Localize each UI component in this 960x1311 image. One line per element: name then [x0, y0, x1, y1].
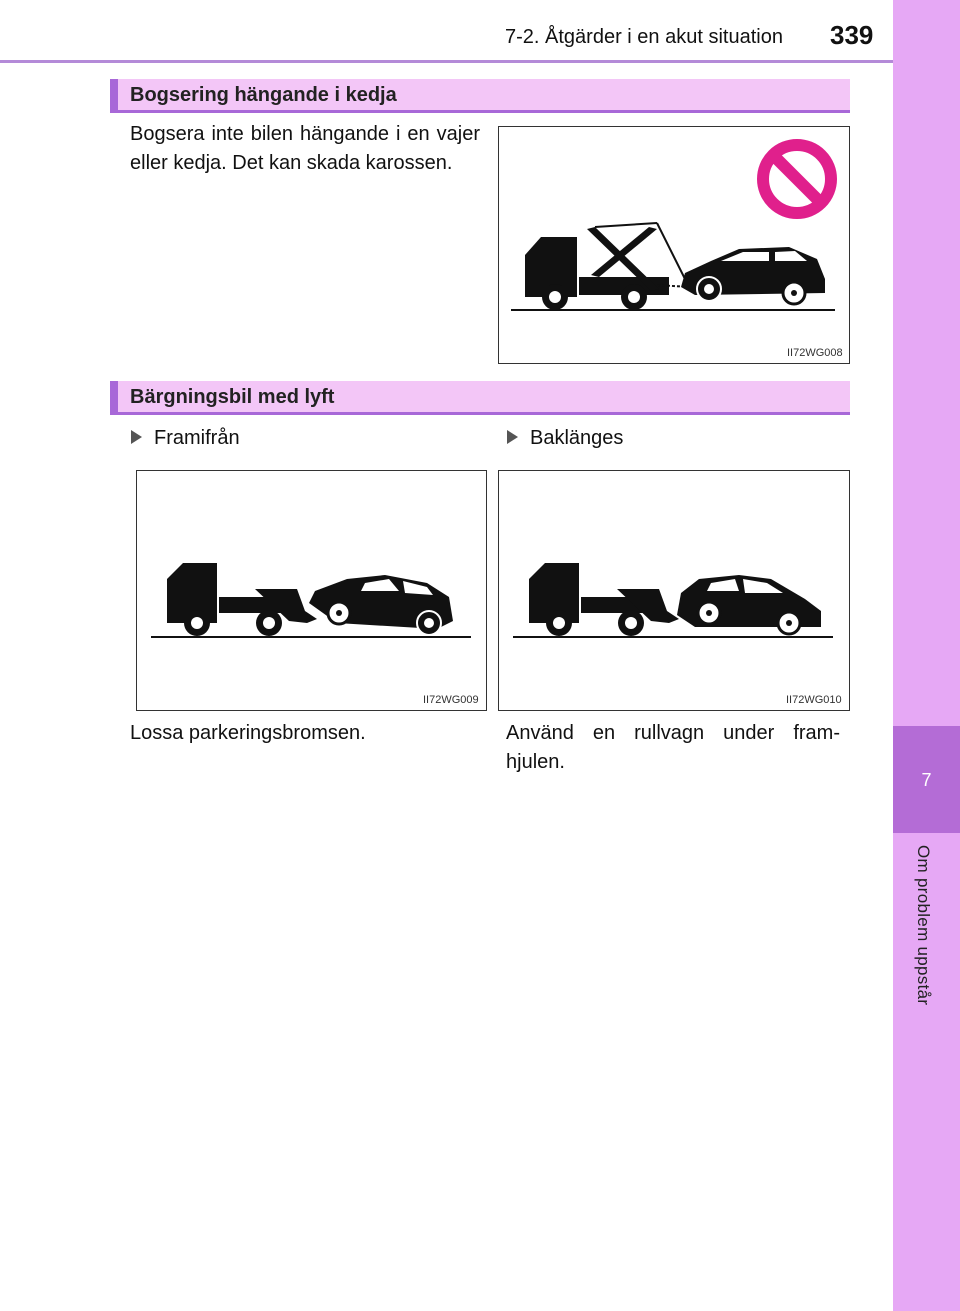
- page-number: 339: [830, 20, 874, 50]
- towed-car-icon: [309, 575, 453, 635]
- header-divider: [0, 60, 893, 63]
- bullet-rear: [507, 427, 623, 450]
- figure-id-label: II72WG008: [787, 347, 843, 359]
- section-heading-wheel-lift: [110, 381, 850, 415]
- wheel-lift-rear-illustration: [499, 471, 851, 712]
- bullet-label: Baklänges: [530, 427, 624, 449]
- bullet-label: Framifrån: [154, 427, 240, 449]
- section-heading-chain-towing: [110, 79, 850, 113]
- tow-truck-icon: [529, 563, 679, 636]
- towed-car-icon: [677, 575, 821, 634]
- section-heading-text: Bogsering hängande i kedja: [130, 84, 397, 106]
- prohibited-icon: [763, 145, 831, 213]
- figure-id-label: II72WG009: [423, 694, 479, 706]
- towed-car-icon: [681, 247, 825, 304]
- tow-truck-icon: [167, 563, 317, 636]
- figure-chain-towing: [498, 126, 850, 364]
- chain-towing-illustration: [499, 127, 851, 365]
- figure-wheel-lift-front: [136, 470, 487, 711]
- chain-towing-warning-text: Bogsera inte bilen hängande i en vajer eller kedja. Det kan skada karossen.: [130, 123, 480, 174]
- tow-truck-icon: [525, 223, 689, 310]
- figure-wheel-lift-rear: [498, 470, 850, 711]
- side-tab-chapter-number: 7: [921, 770, 932, 790]
- bullet-triangle-icon: [131, 430, 142, 444]
- side-tab-chapter-title: Om problem uppstår: [914, 845, 933, 1006]
- figure-id-label: II72WG010: [786, 694, 842, 706]
- wheel-lift-front-illustration: [137, 471, 488, 712]
- bullet-front: [131, 427, 240, 450]
- side-tab-top: [893, 0, 960, 726]
- section-heading-text: Bärgningsbil med lyft: [130, 386, 335, 408]
- caption-front: Lossa parkeringsbromsen.: [130, 722, 366, 744]
- header-section-title: 7-2. Åtgärder i en akut situation: [505, 26, 783, 48]
- bullet-triangle-icon: [507, 430, 518, 444]
- caption-rear: Använd en rullvagn under fram-hjulen.: [506, 722, 840, 773]
